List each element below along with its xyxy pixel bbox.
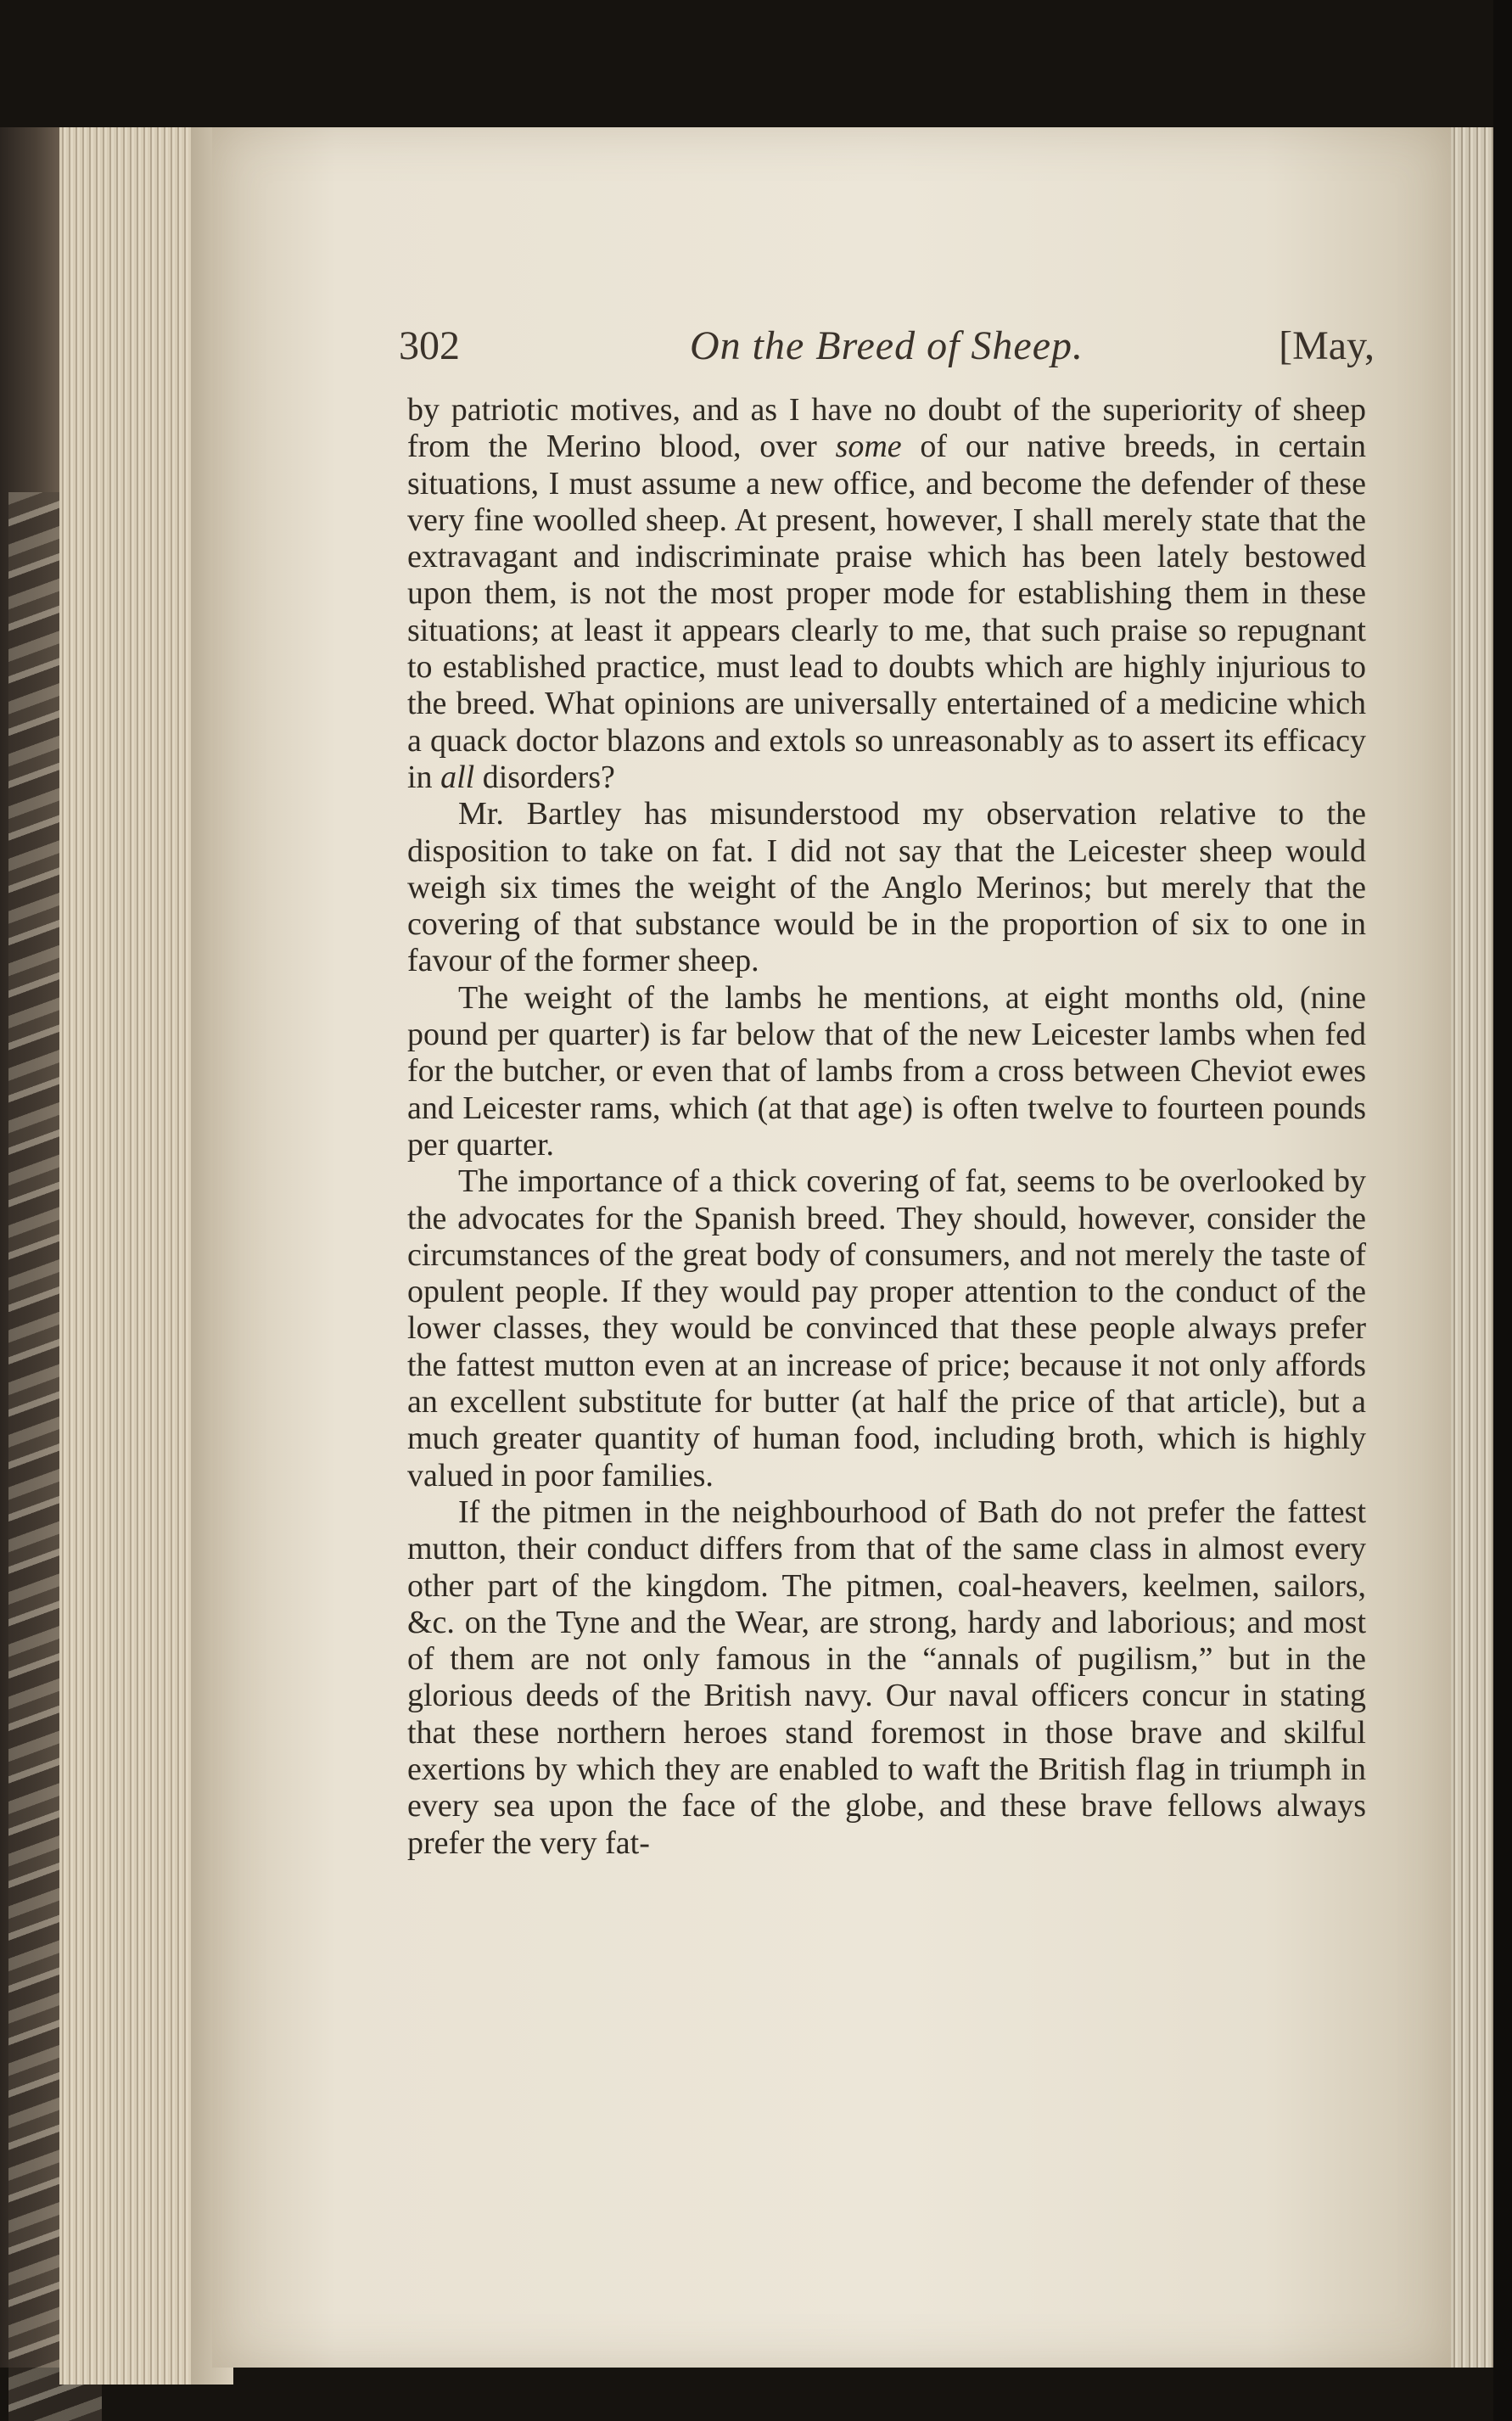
running-title: On the Breed of Sheep. <box>689 323 1084 368</box>
page-edges-left <box>59 127 212 2385</box>
paragraph: The weight of the lambs he mentions, at eight months old, (nine pound per quarter) is far below that of the new Leicester lambs when fed for the butcher, or even that of lambs from a cross between Cheviot ewes and Leicester rams, which (at that age) is often twelve to fourteen pounds per quarter. <box>407 979 1366 1163</box>
emphasis: all <box>440 759 475 795</box>
paragraph-text: disorders? <box>474 759 615 795</box>
background-edge <box>1493 0 1512 2421</box>
body-text <box>407 392 1366 1862</box>
paragraph <box>407 392 1366 796</box>
paragraph: The importance of a thick covering of fat, seems to be overlooked by the advocates for the Spanish breed. They should, however, consider the circumstances of the great body of consumers, and not merely the taste of opulent people. If they would pay proper attention to the conduct of the lower classes, they would be convinced that these people always prefer the fattest mutton even at an increase of price; because it not only affords an excellent substitute for butter (at half the price of that article), but a much greater quantity of human food, including broth, which is highly valued in poor families. <box>407 1163 1366 1494</box>
paragraph: If the pitmen in the neighbourhood of Bath do not prefer the fattest mutton, their conduct differs from that of the same class in almost every other part of the kingdom. The pitmen, coal-heavers, keelmen, sailors, &c. on the Tyne and the Wear, are strong, hardy and laborious; and most of them are not only famous in the “annals of pugilism,” but in the glorious deeds of the British navy. Our naval officers concur in stating that these northern heroes stand foremost in those brave and skilful exertions by which they are enabled to waft the British flag in triumph in every sea upon the face of the globe, and these brave fellows always prefer the very fat- <box>407 1494 1366 1861</box>
emphasis: some <box>835 429 902 465</box>
paragraph-text: by patriotic motives, and as I have no doubt of the superiority of sheep from the Merino blood, over <box>407 392 1366 465</box>
running-month: [May, <box>1279 323 1375 368</box>
running-head <box>399 322 1375 382</box>
page-number: 302 <box>399 323 460 368</box>
paragraph-text: of our native breeds, in certain situations, I must assume a new office, and become the defender of these very fine woolled sheep. At present, however, I shall merely state that the extravagant and indiscriminate praise which has been lately bestowed upon them, is not the most proper mode for establishing them in these situations; at least it appears clearly to me, that such praise so repugnant to established practice, must lead to doubts which are highly injurious to the breed. What opinions are universally entertained of a medicine which a quack doctor blazons and extols so unreasonably as to assert its efficacy in <box>407 429 1367 795</box>
paragraph: Mr. Bartley has misunderstood my observation relative to the disposition to take on fat. I did not say that the Leicester sheep would weigh six times the weight of the Anglo Merinos; but merely that the covering of that substance would be in the proportion of six to one in favour of the former sheep. <box>407 796 1366 979</box>
